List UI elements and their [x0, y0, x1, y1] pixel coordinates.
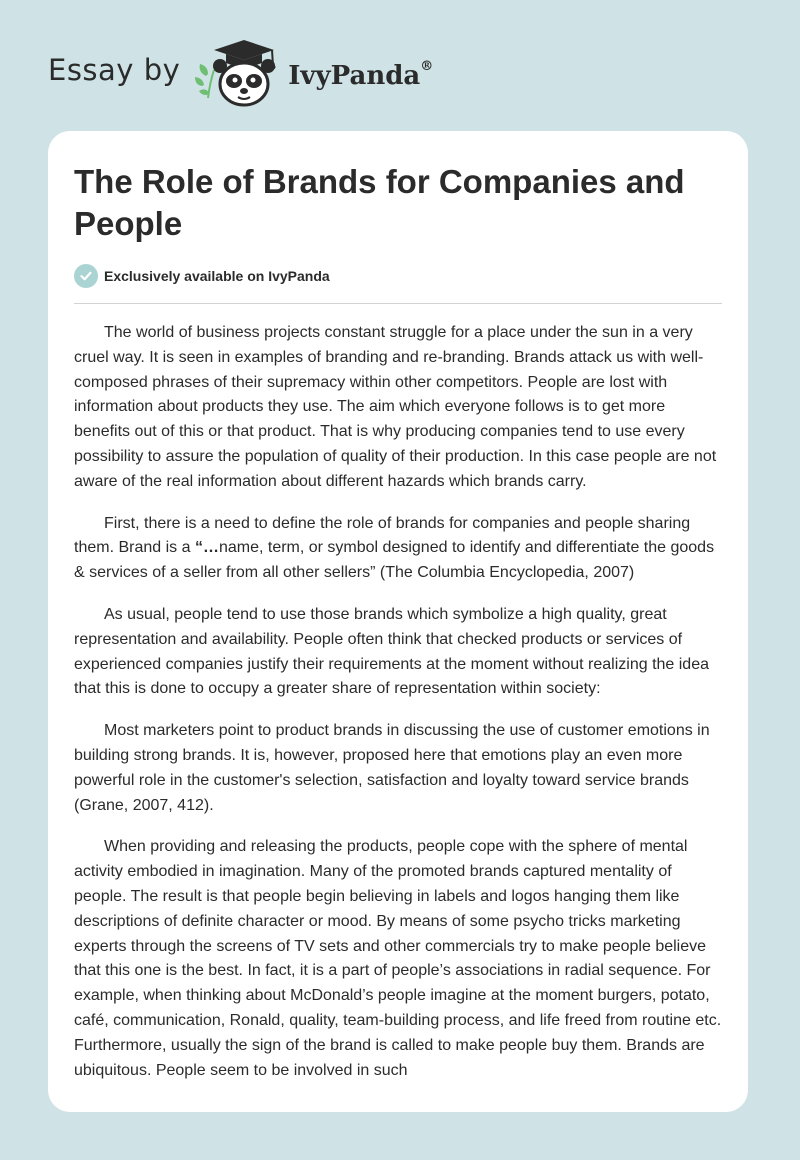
check-circle-icon — [74, 264, 98, 288]
essay-by-label: Essay by — [48, 53, 181, 87]
exclusive-badge — [74, 264, 330, 288]
exclusive-badge-label: Exclusively available on IvyPanda — [104, 268, 330, 284]
paragraph: As usual, people tend to use those brands which symbolize a high quality, great representation and availability. People often think that checked products or services of experienced companies justify their requirements at the moment without realizing the idea that this is done to occupy a greater share of representation within society: — [74, 605, 709, 698]
definition-text-after: name, term, or symbol designed to identify and differentiate the goods & services of a seller from all other sellers” (The Columbia Encyclopedia, 2007) — [74, 539, 715, 582]
paragraph: When providing and releasing the products, people cope with the sphere of mental activity embodied in imagination. Many of the promoted brands captured mentality of people. The result is that people begin believing in labels and logos hanging them like descriptions of definite character or mood. By means of some psycho tricks marketing experts through the screens of TV sets and other commercials try to make people believe that this one is the best. In fact, it is a part of people’s associations in radial sequence. For example, when thinking about McDonald’s people imagine at the moment burgers, potato, café, communication, Ronald, quality, team-building process, and life freed from routine etc. Furthermore, usually the sign of the brand is called to make people buy them. Brands are ubiquitous. People seem to be involved in such — [74, 838, 722, 1079]
essay-title: The Role of Brands for Companies and People — [74, 163, 685, 242]
ivypanda-logo-icon[interactable] — [194, 36, 282, 108]
paragraph: The world of business projects constant struggle for a place under the sun in a very cruel way. It is seen in examples of branding and re-branding. Brands attack us with well-composed phrases of their supremacy within other competitors. People are lost with information about products they use. The aim which everyone follows is to get more benefits out of this or that product. That is why producing companies tend to use every possibility to assure the population of quality of their production. In this case people are not aware of the real information about different hazards which brands carry. — [74, 324, 717, 490]
site-header — [48, 36, 433, 108]
registered-mark: ® — [420, 59, 434, 75]
brand-name[interactable] — [288, 61, 433, 91]
essay-card — [48, 131, 748, 1112]
brand-name-text: IvyPanda — [288, 61, 421, 91]
definition-text-before: First, there is a need to define the role of brands for companies and people sharing them. Brand is a — [74, 514, 691, 557]
paragraph: Most marketers point to product brands in discussing the use of customer emotions in building strong brands. It is, however, proposed here that emotions play an even more powerful role in the customer's selection, satisfaction and loyalty toward service brands (Grane, 2007, 412). — [74, 722, 710, 814]
paragraph-definition — [74, 512, 722, 586]
definition-quote-open: “… — [194, 539, 219, 557]
divider — [74, 303, 722, 304]
essay-body — [74, 321, 722, 1100]
